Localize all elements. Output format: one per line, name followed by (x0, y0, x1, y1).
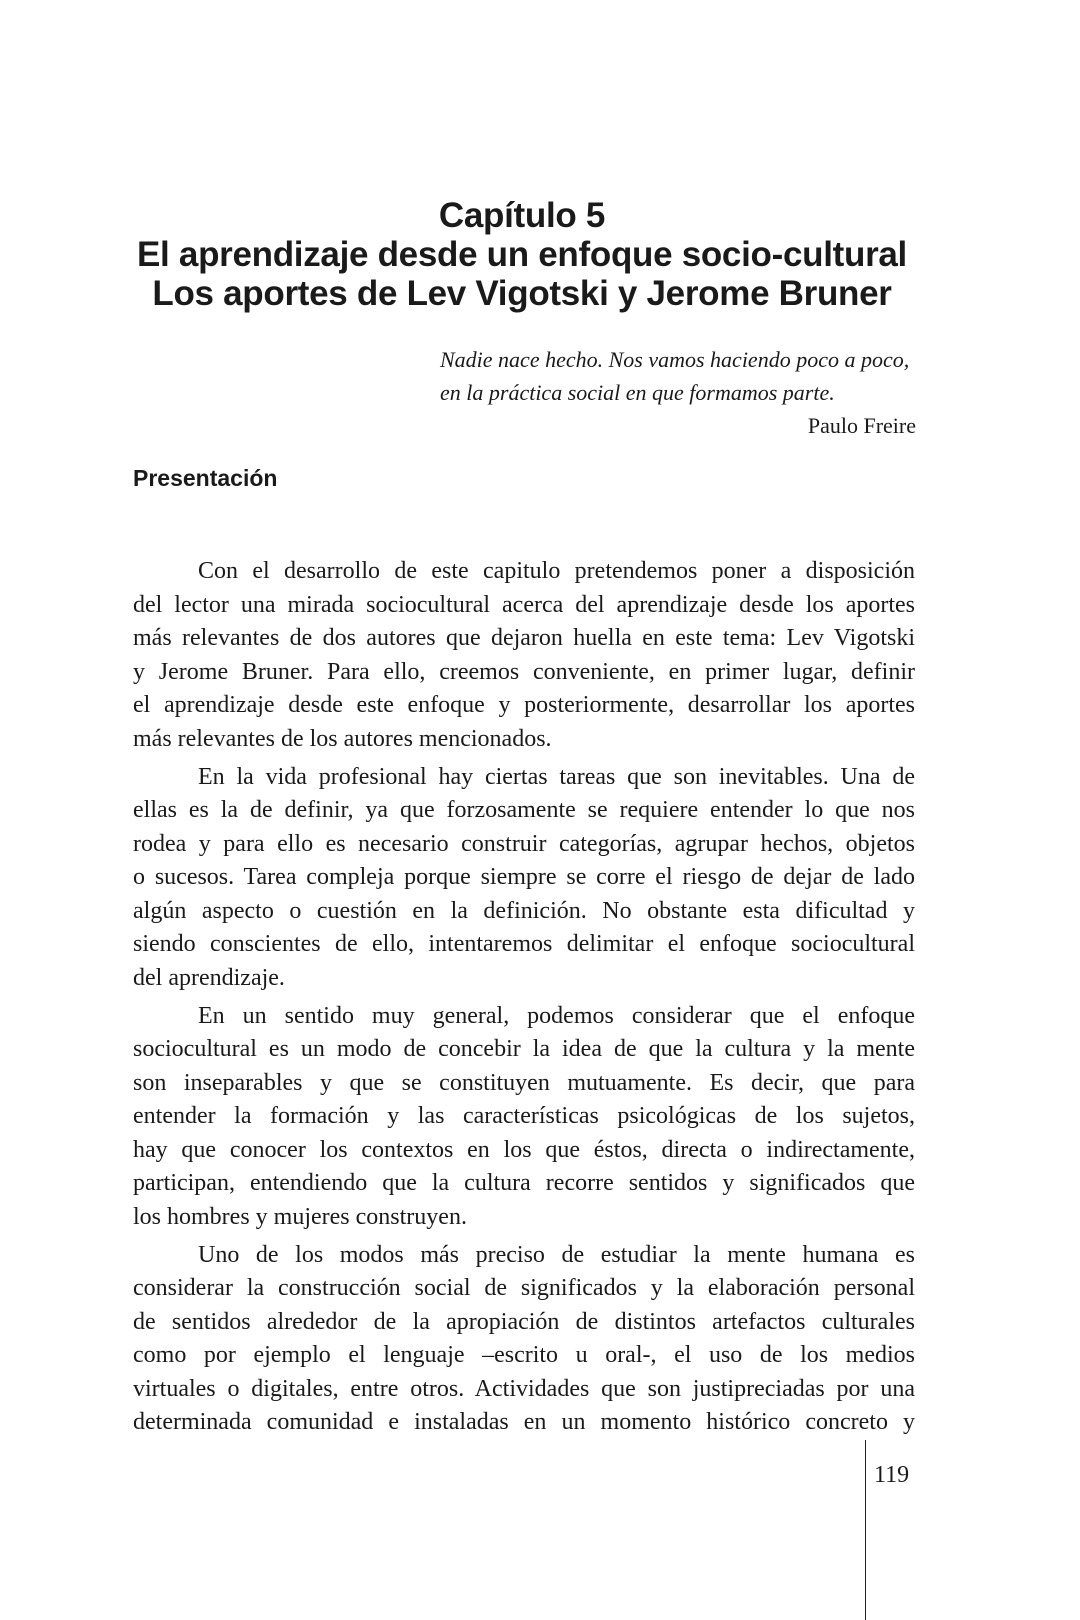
text-line: Con el desarrollo de este capitulo pretendemos poner a disposición (198, 558, 915, 584)
text-line: de sentidos alrededor de la apropiación de distintos artefactos culturales (133, 1308, 915, 1335)
text-line: o sucesos. Tarea compleja porque siempre se corre el riesgo de dejar de lado (133, 864, 915, 890)
chapter-number: Capítulo 5 (438, 196, 606, 235)
text-line: del lector una mirada sociocultural acerca del aprendizaje desde los aportes (133, 591, 915, 618)
text-line: En la vida profesional hay ciertas tareas que son inevitables. Una de (198, 763, 915, 790)
text-line: determinada comunidad e instaladas en un momento histórico concreto y (133, 1409, 915, 1435)
text-line: algún aspecto o cuestión en la definición. No obstante esta dificultad y (133, 897, 915, 924)
epigraph (440, 343, 916, 442)
text-line: En un sentido muy general, podemos considerar que el enfoque (198, 1002, 915, 1029)
text-line: Uno de los modos más preciso de estudiar la mente humana es (198, 1241, 915, 1268)
text-line: son inseparables y que se constituyen mutuamente. Es decir, que para (133, 1069, 915, 1096)
chapter-title (100, 196, 944, 313)
epigraph-line: Nadie nace hecho. Nos vamos haciendo poco a poco, (440, 347, 910, 372)
epigraph-line: en la práctica social en que formamos parte. (440, 380, 835, 405)
chapter-subtitle-line: Los aportes de Lev Vigotski y Jerome Bruner (152, 274, 892, 313)
text-line: el aprendizaje desde este enfoque y posteriormente, desarrollar los aportes (133, 692, 915, 718)
text-line: virtuales o digitales, entre otros. Actividades que son justipreciadas por una (133, 1375, 915, 1402)
text-line: como por ejemplo el lenguaje –escrito u oral-, el uso de los medios (133, 1342, 915, 1368)
text-line: considerar la construcción social de significados y la elaboración personal (133, 1275, 915, 1301)
text-line: y Jerome Bruner. Para ello, creemos conveniente, en primer lugar, definir (133, 658, 915, 685)
text-line: más relevantes de los autores mencionados. (133, 725, 552, 752)
section-heading: Presentación (133, 465, 278, 491)
text-line: los hombres y mujeres construyen. (133, 1203, 467, 1230)
page-number: 119 (874, 1462, 910, 1488)
epigraph-author: Paulo Freire (807, 413, 916, 438)
body-text (133, 555, 915, 1444)
text-line: sociocultural es un modo de concebir la idea de que la cultura y la mente (133, 1036, 915, 1062)
text-line: del aprendizaje. (133, 964, 285, 991)
text-line: ellas es la de definir, ya que forzosamente se requiere entender lo que nos (133, 797, 915, 823)
page-number-rule (865, 1440, 866, 1620)
paragraph (133, 555, 915, 756)
text-line: siendo conscientes de ello, intentaremos delimitar el enfoque sociocultural (133, 931, 915, 957)
text-line: participan, entendiendo que la cultura recorre sentidos y significados que (133, 1170, 915, 1196)
text-line: rodea y para ello es necesario construir categorías, agrupar hechos, objetos (133, 830, 915, 857)
paragraph (133, 1000, 915, 1235)
paragraph (133, 761, 915, 996)
chapter-title-line: El aprendizaje desde un enfoque socio-cultural (137, 235, 907, 274)
text-line: entender la formación y las características psicológicas de los sujetos, (133, 1103, 915, 1129)
text-line: hay que conocer los contextos en los que éstos, directa o indirectamente, (133, 1136, 915, 1163)
paragraph (133, 1239, 915, 1440)
text-line: más relevantes de dos autores que dejaron huella en este tema: Lev Vigotski (133, 625, 915, 651)
